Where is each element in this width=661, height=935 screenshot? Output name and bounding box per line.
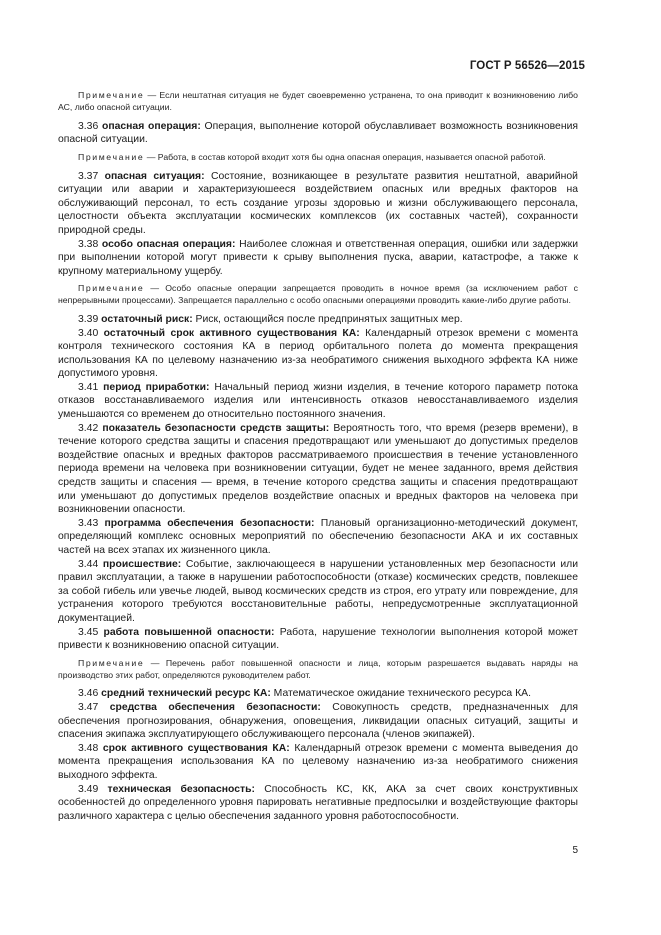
- definition-3-45: [58, 626, 578, 653]
- definition-3-46: [58, 687, 578, 701]
- term: остаточный риск:: [101, 313, 193, 325]
- clause-number: 3.41: [78, 381, 99, 393]
- definition-text: Совокупность средств, предназначенных для обеспечения прогнозирования, обнаружения, оповещения, ликвидации опасных ситуаций, защиты и спасения экипажа эксплуатирующего обслуживающего персонала (членов экипажей).: [58, 701, 578, 741]
- note-text: — Особо опасные операции запрещается проводить в ночное время (за исключением работ с непрерывными процессами). Запрещается параллельно с особо опасными операциями проводить какие-либо другие работы.: [58, 283, 578, 306]
- clause-number: 3.37: [78, 170, 99, 182]
- clause-number: 3.43: [78, 517, 99, 529]
- definition-text: Операция, выполнение которой обуславливает возможность возникновения опасной ситуации.: [58, 120, 578, 146]
- definition-3-48: [58, 742, 578, 783]
- term: период приработки:: [103, 381, 210, 393]
- note-label: Примечание: [78, 657, 145, 668]
- clause-number: 3.39: [78, 313, 99, 325]
- term: срок активного существования КА:: [102, 742, 290, 754]
- note-paragraph: [58, 90, 578, 114]
- definition-text: Вероятность того, что время (резерв времени), в течение которого средства защиты и спасения предотвращают или уменьшают до допустимых пределов воздействие опасных и вредных факторов рассматриваемого происшествия в течение установленного периода времени на человека при возникновении ситуации, будет не менее заданного, время действия средств защиты и спасения — время, в течение которого средства защиты и спасения предотвращают или уменьшают до допустимых пределов воздействие опасных и вредных факторов на человека при возникновении опасности.: [58, 422, 578, 516]
- note-label: Примечание: [78, 283, 145, 294]
- definition-text: Наиболее сложная и ответственная операция, ошибки или задержки при выполнении которой могут привести к срыву выполнения пуска, аварии, катастрофе, а также к крупному материальному ущербу.: [58, 238, 578, 277]
- clause-number: 3.36: [78, 120, 99, 132]
- definition-text: Календарный отрезок времени с момента контроля технического состояния КА в период орбитального полета до момента прекращения использования КА по целевому назначению из-за необратимого снижения выходного эффекта КА ниже допустимого уровня.: [58, 327, 578, 380]
- note-label: Примечание: [78, 90, 145, 100]
- term: техническая безопасность:: [107, 783, 255, 795]
- definition-text: Работа, нарушение технологии выполнения которой может привести к возникновению опасной ситуации.: [58, 626, 578, 652]
- definition-3-38: [58, 238, 578, 279]
- clause-number: 3.47: [78, 701, 99, 713]
- note-paragraph: [58, 152, 578, 164]
- clause-number: 3.44: [78, 558, 99, 570]
- term: происшествие:: [102, 558, 182, 570]
- term: средства обеспечения безопасности:: [109, 701, 321, 713]
- term: программа обеспечения безопасности:: [104, 517, 315, 529]
- definition-3-40: [58, 327, 578, 381]
- term: остаточный срок активного существования КА:: [103, 327, 360, 339]
- note-text: — Перечень работ повышенной опасности и лица, которым разрешается выдавать наряды на производство этих работ, определяются руководителем работ.: [58, 657, 578, 680]
- definition-text: Событие, заключающееся в нарушении установленных мер безопасности или правил эксплуатации, а также в нарушении работоспособности (отказе) космических средств, повлекшее за собой гибель или увечье людей, вывод космических средств из строя, его утрату или повреждение, для устранения которого требуются восстановительные работы, непредусмотренные эксплуатационной документацией.: [58, 558, 579, 624]
- note-text: — Работа, в состав которой входит хотя бы одна опасная операция, называется опасной работой.: [144, 151, 546, 162]
- term: опасная операция:: [101, 120, 201, 132]
- clause-number: 3.46: [78, 688, 99, 700]
- definition-text: Риск, остающийся после предпринятых защитных мер.: [192, 313, 463, 325]
- definition-3-49: [58, 783, 578, 824]
- clause-number: 3.48: [78, 742, 99, 754]
- definition-text: Плановый организационно-методический документ, определяющий комплекс основных мероприятий по обеспечению безопасности АКА и их составных частей на всех этапах их жизненного цикла.: [58, 517, 579, 557]
- term: особо опасная операция:: [101, 238, 236, 250]
- definition-3-41: [58, 381, 578, 422]
- term: работа повышенной опасности:: [103, 626, 275, 638]
- definition-3-37: [58, 170, 578, 238]
- definition-3-44: [58, 558, 578, 626]
- definition-text: Начальный период жизни изделия, в течение которого параметр потока отказов восстанавливаемого изделия или интенсивность отказов невосстанавливаемого изделия уменьшаются со временем до относительно постоянного значения.: [58, 381, 579, 421]
- document-body: [58, 88, 578, 823]
- definition-3-43: [58, 517, 578, 558]
- definition-3-47: [58, 701, 578, 742]
- clause-number: 3.42: [78, 422, 99, 434]
- page-number: 5: [572, 845, 578, 856]
- term: показатель безопасности средств защиты:: [102, 422, 330, 434]
- note-paragraph: [58, 658, 578, 682]
- note-text: — Если нештатная ситуация не будет своевременно устранена, то она приводит к возникновению либо АС, либо опасной ситуации.: [58, 90, 578, 112]
- term: средний технический ресурс КА:: [101, 688, 271, 700]
- definition-3-39: [58, 313, 578, 327]
- clause-number: 3.40: [78, 327, 99, 339]
- definition-3-36: [58, 120, 578, 147]
- definition-3-42: [58, 422, 578, 517]
- note-paragraph: [58, 283, 578, 307]
- clause-number: 3.49: [78, 783, 99, 795]
- definition-text: Способность КС, КК, АКА за счет своих конструктивных особенностей до определенного уровня парировать негативные предпосылки и воздействующие факторы различного характера с целью обеспечения заданного уровня работоспособности.: [58, 783, 578, 822]
- note-label: Примечание: [78, 151, 145, 162]
- definition-text: Календарный отрезок времени с момента выведения до момента прекращения использования КА по целевому назначению из-за необратимого снижения выходного эффекта.: [58, 742, 578, 781]
- standard-header: ГОСТ Р 56526—2015: [469, 60, 585, 72]
- clause-number: 3.45: [78, 626, 99, 638]
- definition-text: Математическое ожидание технического ресурса КА.: [270, 688, 531, 700]
- term: опасная ситуация:: [104, 170, 205, 182]
- definition-text: Состояние, возникающее в результате развития нештатной, аварийной ситуации или аварии и характеризуюшееся воздействием опасных или вредных факторов на обслуживающий персонал, то есть создание угрозы здоровью и жизни обслуживающего персонала, целостности объекта эксплуатации космических комплексов (их составных частей), сохранности природной среды.: [58, 170, 578, 236]
- clause-number: 3.38: [78, 238, 99, 250]
